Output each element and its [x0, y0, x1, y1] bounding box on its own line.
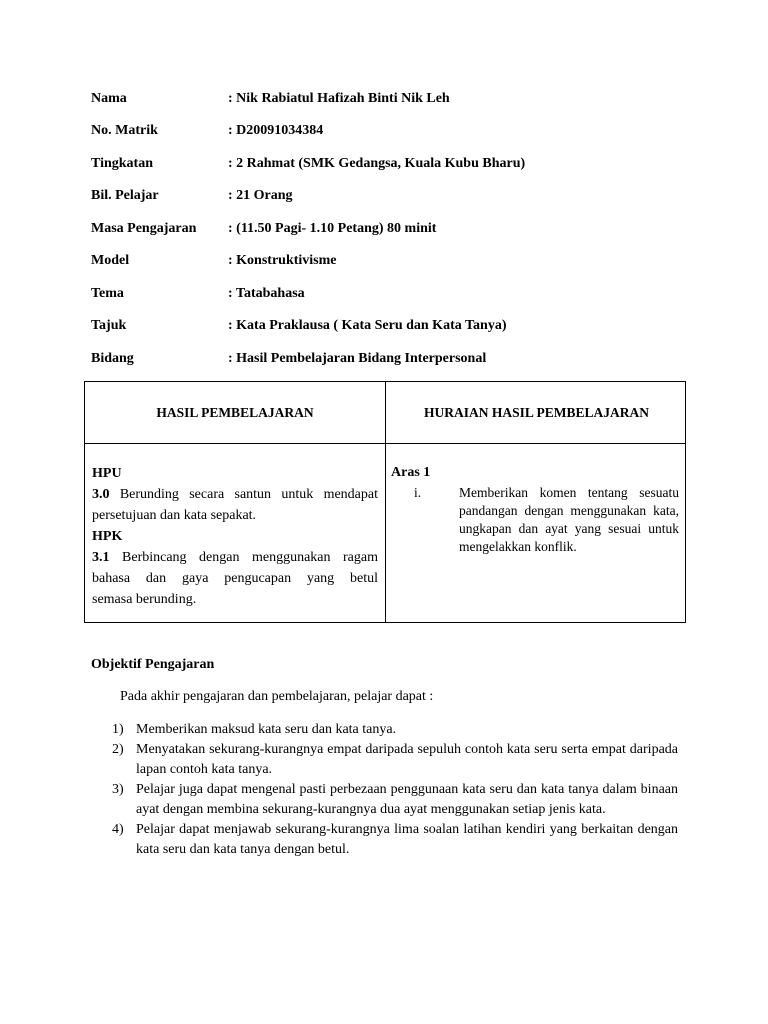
info-value: : Nik Rabiatul Hafizah Binti Nik Leh	[228, 91, 450, 106]
objektif-intro: Pada akhir pengajaran dan pembelajaran, pelajar dapat :	[120, 689, 434, 704]
list-item-number: 1)	[112, 722, 124, 737]
table-cell-hasil	[92, 463, 378, 610]
info-label: Nama	[91, 91, 127, 106]
huraian-item	[391, 484, 679, 556]
info-label: Model	[91, 253, 130, 268]
info-label: Tema	[91, 286, 124, 301]
list-item	[112, 740, 678, 780]
hpk-text-1: Berbincang dengan menggunakan ragam	[122, 550, 378, 565]
hpk-text-3: semasa berunding.	[92, 592, 197, 607]
info-value: : Tatabahasa	[228, 286, 305, 301]
info-value: : Konstruktivisme	[228, 253, 337, 268]
info-label: Tingkatan	[91, 156, 153, 171]
hpu-text-2: persetujuan dan kata sepakat.	[92, 508, 257, 523]
info-label: Bil. Pelajar	[91, 188, 159, 203]
info-value: : 2 Rahmat (SMK Gedangsa, Kuala Kubu Bharu)	[228, 156, 526, 171]
objektif-list	[112, 720, 678, 860]
hpk-text-2: bahasa dan gaya pengucapan yang betul	[92, 571, 378, 586]
huraian-item-text: Memberikan komen tentang sesuatu pandangan dengan menggunakan kata, ungkapan dan ayat yang sesuai untuk mengelakkan konflik.	[459, 485, 679, 554]
list-item	[112, 780, 678, 820]
table-divider-horizontal	[85, 443, 685, 444]
hpu-label: HPU	[92, 466, 122, 481]
learning-outcomes-table	[84, 381, 686, 623]
hpk-label: HPK	[92, 529, 123, 544]
hpk-line-1	[92, 547, 378, 568]
info-label: Masa Pengajaran	[91, 221, 197, 236]
list-item-text: Pelajar dapat menjawab sekurang-kurangnya lima soalan latihan kendiri yang berkaitan dengan kata seru dan kata tanya dengan betul.	[136, 822, 678, 857]
list-item	[112, 820, 678, 860]
hpu-number: 3.0	[92, 487, 110, 502]
info-value: : Kata Praklausa ( Kata Seru dan Kata Tanya)	[228, 318, 507, 333]
info-label: No. Matrik	[91, 123, 158, 138]
huraian-item-number: i.	[414, 485, 422, 500]
list-item-text: Menyatakan sekurang-kurangnya empat daripada sepuluh contoh kata seru serta empat daripada lapan contoh kata tanya.	[136, 742, 678, 777]
hpu-line-1	[92, 484, 378, 505]
list-item-number: 4)	[112, 822, 124, 837]
info-value: : (11.50 Pagi- 1.10 Petang) 80 minit	[228, 221, 437, 236]
hpu-text-1: Berunding secara santun untuk mendapat	[119, 487, 378, 502]
list-item-text: Memberikan maksud kata seru dan kata tanya.	[136, 722, 397, 737]
aras-label: Aras 1	[391, 465, 431, 480]
info-label: Bidang	[91, 351, 134, 366]
table-header-hasil: HASIL PEMBELAJARAN	[156, 405, 314, 420]
info-value: : Hasil Pembelajaran Bidang Interpersonal	[228, 351, 487, 366]
list-item	[112, 720, 678, 740]
info-value: : D20091034384	[228, 123, 324, 138]
info-value: : 21 Orang	[228, 188, 293, 203]
table-cell-huraian	[391, 464, 679, 556]
list-item-text: Pelajar juga dapat mengenal pasti perbezaan penggunaan kata seru dan kata tanya dalam binaan ayat dengan membina sekurang-kurangnya dua ayat menggunakan setiap jenis kata.	[136, 782, 678, 817]
info-label: Tajuk	[91, 318, 127, 333]
hpk-number: 3.1	[92, 550, 110, 565]
table-header-huraian: HURAIAN HASIL PEMBELAJARAN	[423, 405, 650, 420]
list-item-number: 3)	[112, 782, 124, 797]
objektif-heading: Objektif Pengajaran	[91, 657, 215, 672]
list-item-number: 2)	[112, 742, 124, 757]
